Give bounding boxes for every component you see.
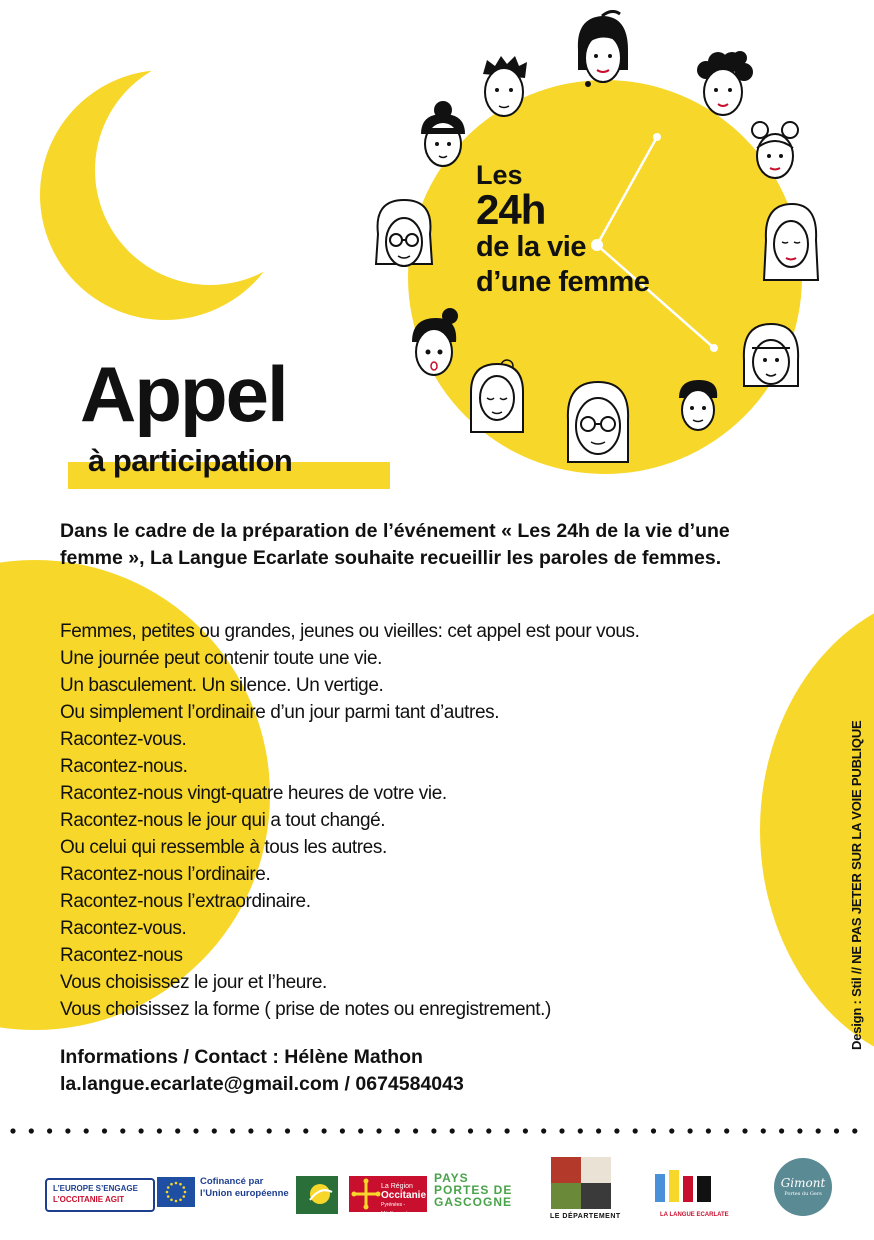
separator-dot [303,1128,308,1133]
separator-dot [248,1128,253,1133]
separator-dot [669,1128,674,1133]
event-title-line-2: 24h [476,186,546,233]
eu-star-icon [175,1182,178,1185]
call-text-line: Ou simplement l’ordinaire d’un jour parmi tant d’autres. [60,702,500,723]
call-text-line: Racontez-nous vingt-quatre heures de votre vie. [60,783,447,804]
separator-dot [651,1128,656,1133]
separator-dot [413,1128,418,1133]
older-woman-with-glasses-face-icon [562,376,634,466]
separator-dot [376,1128,381,1133]
eu-star-icon [175,1200,178,1203]
call-text-line: Racontez-nous le jour qui a tout changé. [60,810,386,831]
separator-dot [322,1128,327,1133]
contact-block [60,1044,464,1098]
separator-dot [212,1128,217,1133]
subheading: à participation [88,443,293,478]
curly-hair-face-icon [692,50,754,122]
separator-dot [834,1128,839,1133]
bun-hair-face-icon [415,100,471,174]
europe-logo-line-1: L’EUROPE S’ENGAGE [53,1184,138,1193]
separator-dot [175,1128,180,1133]
separator-dot [688,1128,693,1133]
separator-dot [468,1128,473,1133]
separator-dot [157,1128,162,1133]
la-langue-ecarlate-label: LA LANGUE ECARLATE [660,1212,729,1218]
eu-star-icon [179,1183,182,1186]
flower-hair-face-icon [467,356,527,436]
contact-name: Informations / Contact : Hélène Mathon [60,1046,423,1068]
gimont-subtext: Portes du Gers [784,1191,822,1197]
europe-occitanie-logo [45,1178,155,1212]
eu-star-icon [166,1191,169,1194]
separator-dot [486,1128,491,1133]
event-title-line-1: Les [476,160,523,190]
eu-star-icon [179,1198,182,1201]
call-text-line: Un basculement. Un silence. Un vertige. [60,675,384,696]
separator-dot [614,1128,619,1133]
separator-dot [193,1128,198,1133]
separator-dot [724,1128,729,1133]
event-title-line-4: d’une femme [476,266,650,298]
separator-dot [395,1128,400,1133]
eu-star-icon [184,1191,187,1194]
separator-dot [505,1128,510,1133]
eu-text-line-1: Cofinancé par [200,1176,264,1187]
separator-dot [541,1128,546,1133]
occitan-cross-icon [351,1176,381,1212]
gers-department-label: LE DÉPARTEMENT [550,1213,621,1220]
eu-cofunding-text [200,1176,289,1200]
eu-star-icon [170,1183,173,1186]
separator-dot [797,1128,802,1133]
occitanie-subtext: Pyrénées - Méditerranée [381,1202,411,1217]
eu-flag-icon [157,1177,195,1207]
call-text-line: Racontez-vous. [60,729,187,750]
call-text-line: Racontez-nous l’ordinaire. [60,864,271,885]
call-text-line: Femmes, petites ou grandes, jeunes ou vieilles: cet appel est pour vous. [60,621,640,642]
event-title [476,162,776,297]
separator-dot [29,1128,34,1133]
separator-dot [450,1128,455,1133]
separator-dot [706,1128,711,1133]
separator-dot [230,1128,235,1133]
separator-dot [596,1128,601,1133]
woman-with-glasses-face-icon [372,194,436,282]
separator-dot [120,1128,125,1133]
separator-dot [358,1128,363,1133]
separator-dot [523,1128,528,1133]
separator-dot [10,1128,15,1133]
call-text-line: Racontez-nous l’extraordinaire. [60,891,311,912]
call-text-line: Une journée peut contenir toute une vie. [60,648,383,669]
eu-star-icon [182,1195,185,1198]
separator-dot [65,1128,70,1133]
europe-logo-line-2: L’OCCITANIE AGIT [53,1195,125,1204]
contact-email-phone[interactable]: la.langue.ecarlate@gmail.com / 0674584043 [60,1073,464,1095]
pays-logo-line-3: GASCOGNE [434,1195,513,1209]
call-text-line: Racontez-nous [60,945,183,966]
occitanie-small-text: La Région [381,1183,413,1190]
separator-dot [102,1128,107,1133]
gimont-logo [774,1158,832,1216]
separator-dot [816,1128,821,1133]
separator-dot [559,1128,564,1133]
separator-dot [267,1128,272,1133]
la-langue-ecarlate-logo-icon [655,1166,713,1206]
pays-logo-line-1: PAYS [434,1171,469,1185]
call-text-line: Racontez-nous. [60,756,188,777]
call-text-line: Vous choisissez la forme ( prise de notes ou enregistrement.) [60,999,551,1020]
separator-dot [761,1128,766,1133]
man-face-icon [475,52,533,122]
woman-face-icon [572,10,634,96]
separator-dot [742,1128,747,1133]
eu-text-line-2: l’Union européenne [200,1188,289,1199]
separator-dot [47,1128,52,1133]
pays-portes-de-gascogne-logo [434,1172,512,1208]
intro-paragraph: Dans le cadre de la préparation de l’événement « Les 24h de la vie d’une femme », La Langue Ecarlate souhaite recueillir les paroles de femmes. [60,520,730,569]
design-credit: Design : Stil // NE PAS JETER SUR LA VOIE PUBLIQUE [849,720,864,1050]
separator-dot [431,1128,436,1133]
pays-logo-line-2: PORTES DE [434,1183,513,1197]
main-heading: Appel [80,350,287,438]
separator-dot [779,1128,784,1133]
separator-dot [852,1128,857,1133]
call-text-line: Ou celui qui ressemble à tous les autres. [60,837,387,858]
call-text-line: Vous choisissez le jour et l’heure. [60,972,327,993]
eu-star-icon [182,1186,185,1189]
ponytail-face-icon [404,306,464,382]
separator-dot [633,1128,638,1133]
call-text [60,618,780,1023]
eu-star-icon [170,1198,173,1201]
call-text-line: Racontez-vous. [60,918,187,939]
separator-dot [340,1128,345,1133]
gimont-name: Gimont [780,1176,826,1190]
boy-face-icon [673,376,723,438]
bob-hair-face-icon [740,320,802,390]
leader-logo-icon [296,1176,338,1214]
separator-dot [578,1128,583,1133]
region-occitanie-logo [349,1176,427,1217]
event-title-line-3: de la vie [476,231,586,263]
eu-star-icon [167,1195,170,1198]
occitanie-name: Occitanie [381,1190,427,1201]
gers-department-logo-icon [551,1157,611,1209]
separator-dot [139,1128,144,1133]
separator-dot [285,1128,290,1133]
eu-star-icon [167,1186,170,1189]
separator-dot [84,1128,89,1133]
dotted-separator [8,1126,868,1136]
